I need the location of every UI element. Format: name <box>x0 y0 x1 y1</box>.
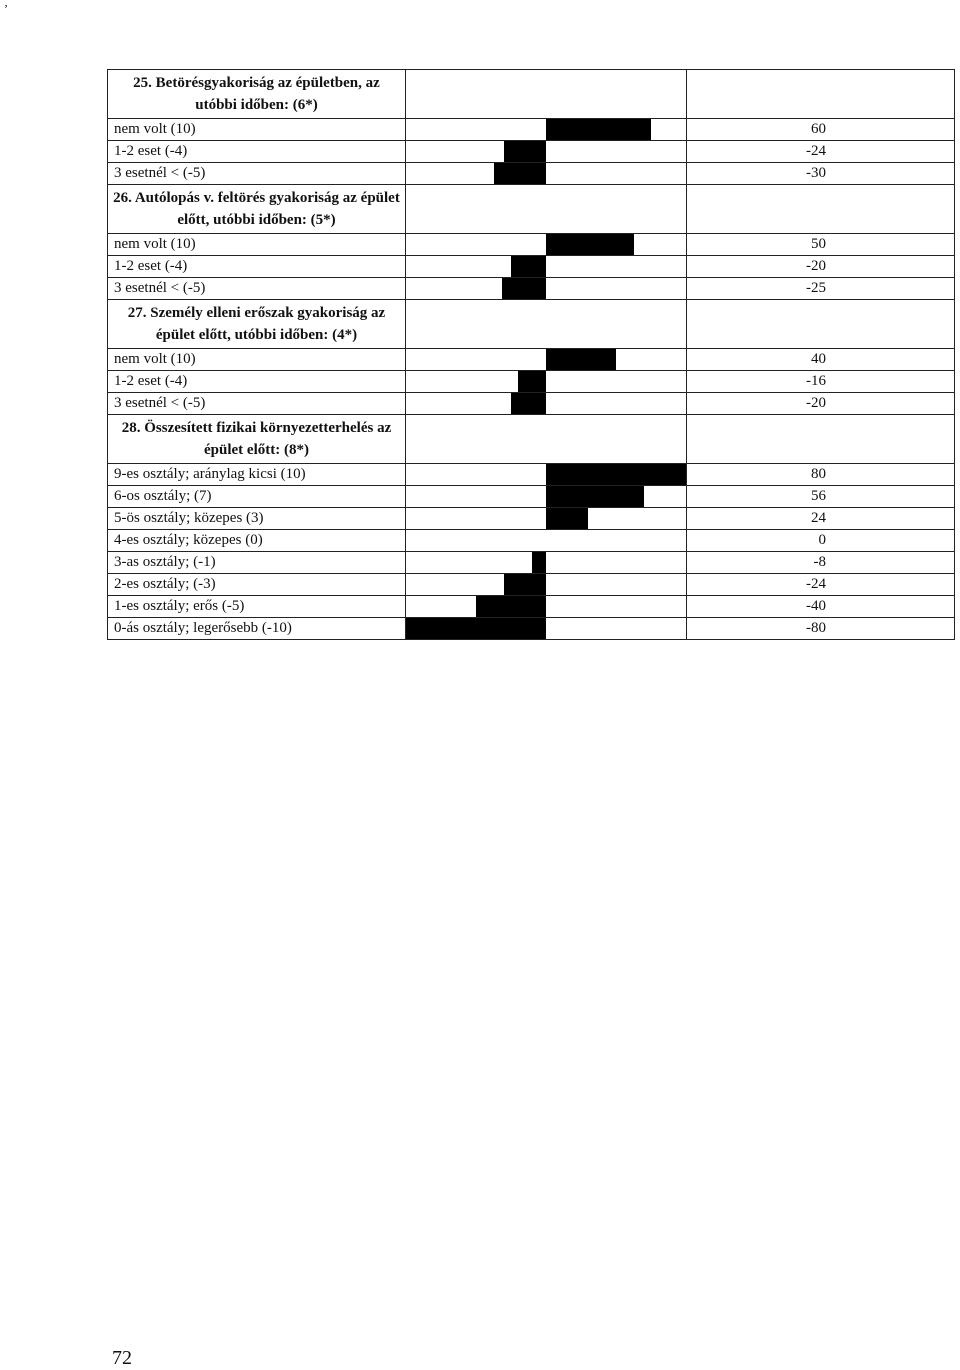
row-value: -8 <box>687 552 955 574</box>
table-row <box>108 119 955 141</box>
row-value: 50 <box>687 234 955 256</box>
row-label: 6-os osztály; (7) <box>108 486 406 508</box>
score-bar <box>546 349 616 370</box>
score-bar <box>546 508 588 529</box>
score-bar <box>502 278 546 299</box>
corner-mark: ʼ <box>4 2 8 16</box>
bar-cell <box>406 371 687 393</box>
page-number: 72 <box>112 1347 132 1369</box>
row-label: nem volt (10) <box>108 349 406 371</box>
row-value: 56 <box>687 486 955 508</box>
row-value: -80 <box>687 618 955 640</box>
row-label: 5-ös osztály; közepes (3) <box>108 508 406 530</box>
row-value: -30 <box>687 163 955 185</box>
table-row <box>108 464 955 486</box>
row-value: -24 <box>687 574 955 596</box>
bar-cell <box>406 464 687 486</box>
row-value: 24 <box>687 508 955 530</box>
table-row <box>108 278 955 300</box>
section-header-bar-cell <box>406 415 687 464</box>
table-row <box>108 141 955 163</box>
bar-cell <box>406 119 687 141</box>
section-header-value-cell <box>687 415 955 464</box>
section-header-value-cell <box>687 70 955 119</box>
bar-cell <box>406 552 687 574</box>
row-label: 3 esetnél < (-5) <box>108 393 406 415</box>
row-label: 1-es osztály; erős (-5) <box>108 596 406 618</box>
score-bar <box>406 618 546 639</box>
row-value: -20 <box>687 256 955 278</box>
row-value: 40 <box>687 349 955 371</box>
bar-cell <box>406 530 687 552</box>
table-row <box>108 349 955 371</box>
row-value: 80 <box>687 464 955 486</box>
score-bar <box>504 141 546 162</box>
row-label: 1-2 eset (-4) <box>108 371 406 393</box>
score-table <box>107 69 955 640</box>
table-row <box>108 618 955 640</box>
section-title: 27. Személy elleni erőszak gyakoriság az épület előtt, utóbbi időben: (4*) <box>108 300 406 349</box>
table-row <box>108 486 955 508</box>
bar-cell <box>406 234 687 256</box>
bar-cell <box>406 486 687 508</box>
section-header-value-cell <box>687 185 955 234</box>
row-label: 4-es osztály; közepes (0) <box>108 530 406 552</box>
section-header-row <box>108 415 955 464</box>
bar-cell <box>406 141 687 163</box>
table-row <box>108 596 955 618</box>
bar-cell <box>406 256 687 278</box>
bar-cell <box>406 393 687 415</box>
row-value: -24 <box>687 141 955 163</box>
row-label: 3-as osztály; (-1) <box>108 552 406 574</box>
section-header-value-cell <box>687 300 955 349</box>
section-title: 28. Összesített fizikai környezetterhelés az épület előtt: (8*) <box>108 415 406 464</box>
table-row <box>108 552 955 574</box>
row-label: 0-ás osztály; legerősebb (-10) <box>108 618 406 640</box>
score-bar <box>494 163 547 184</box>
score-table-body <box>108 70 955 640</box>
score-bar <box>546 119 651 140</box>
section-title: 26. Autólopás v. feltörés gyakoriság az épület előtt, utóbbi időben: (5*) <box>108 185 406 234</box>
row-label: nem volt (10) <box>108 119 406 141</box>
row-value: -25 <box>687 278 955 300</box>
score-bar <box>532 552 546 573</box>
score-bar <box>546 464 686 485</box>
bar-cell <box>406 163 687 185</box>
table-row <box>108 163 955 185</box>
row-value: -16 <box>687 371 955 393</box>
row-value: -40 <box>687 596 955 618</box>
table-row <box>108 371 955 393</box>
section-header-bar-cell <box>406 300 687 349</box>
section-header-row <box>108 70 955 119</box>
row-label: 9-es osztály; aránylag kicsi (10) <box>108 464 406 486</box>
row-value: 0 <box>687 530 955 552</box>
bar-cell <box>406 508 687 530</box>
table-row <box>108 574 955 596</box>
bar-cell <box>406 278 687 300</box>
section-title: 25. Betörésgyakoriság az épületben, az utóbbi időben: (6*) <box>108 70 406 119</box>
score-bar <box>546 234 634 255</box>
score-bar <box>546 486 644 507</box>
score-bar <box>476 596 546 617</box>
table-row <box>108 234 955 256</box>
score-bar <box>511 256 546 277</box>
score-bar <box>511 393 546 414</box>
row-value: -20 <box>687 393 955 415</box>
row-value: 60 <box>687 119 955 141</box>
bar-cell <box>406 596 687 618</box>
row-label: 3 esetnél < (-5) <box>108 278 406 300</box>
bar-cell <box>406 349 687 371</box>
row-label: 3 esetnél < (-5) <box>108 163 406 185</box>
score-bar <box>504 574 546 595</box>
row-label: nem volt (10) <box>108 234 406 256</box>
row-label: 1-2 eset (-4) <box>108 256 406 278</box>
row-label: 1-2 eset (-4) <box>108 141 406 163</box>
score-bar <box>518 371 546 392</box>
section-header-row <box>108 185 955 234</box>
bar-cell <box>406 574 687 596</box>
section-header-row <box>108 300 955 349</box>
section-header-bar-cell <box>406 185 687 234</box>
table-row <box>108 256 955 278</box>
table-row <box>108 530 955 552</box>
table-row <box>108 393 955 415</box>
row-label: 2-es osztály; (-3) <box>108 574 406 596</box>
table-row <box>108 508 955 530</box>
section-header-bar-cell <box>406 70 687 119</box>
bar-cell <box>406 618 687 640</box>
